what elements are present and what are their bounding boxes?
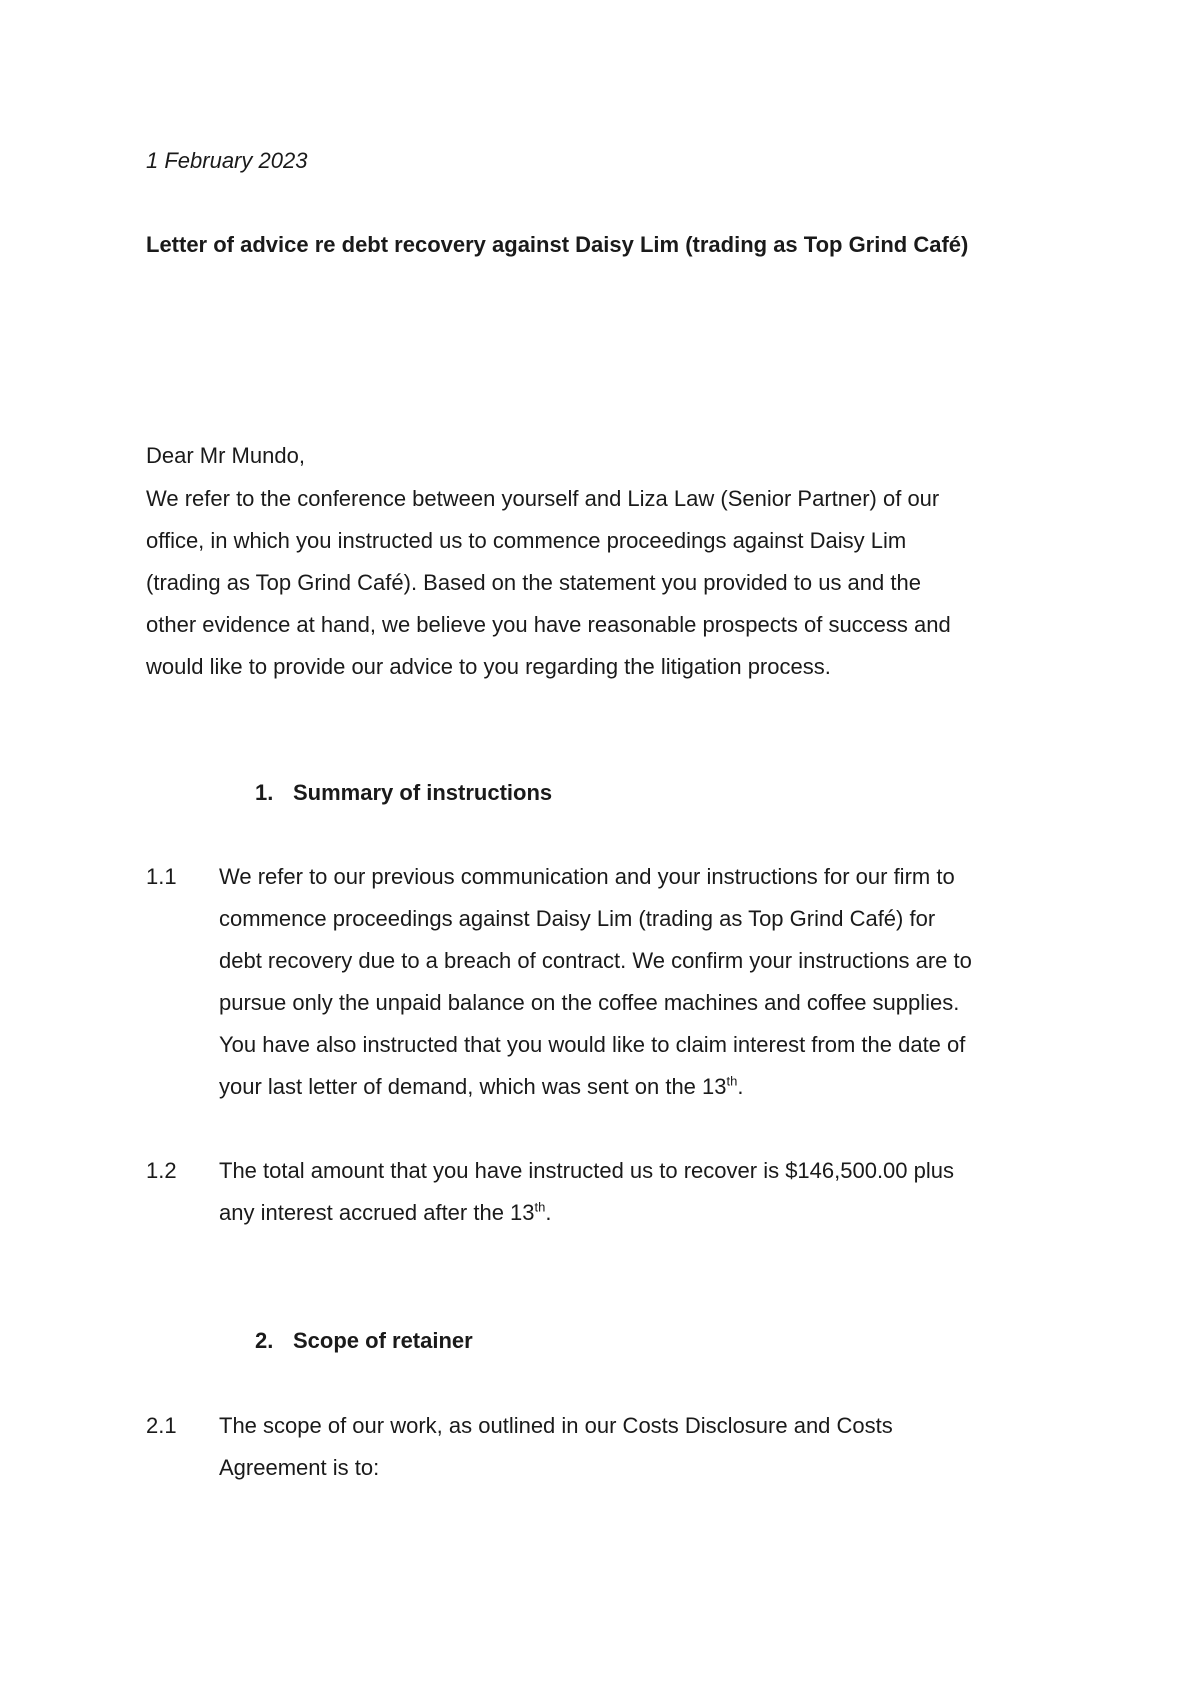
clause-line: You have also instructed that you would like to claim interest from the date of <box>219 1032 966 1057</box>
clause-line-end: . <box>737 1074 744 1099</box>
intro-line: office, in which you instructed us to commence proceedings against Daisy Lim <box>146 528 907 553</box>
clause-text <box>219 856 1069 1108</box>
clause-number: 2.1 <box>146 1413 177 1438</box>
intro-line: would like to provide our advice to you regarding the litigation process. <box>146 654 831 679</box>
intro-line: We refer to the conference between yourself and Liza Law (Senior Partner) of our <box>146 486 940 511</box>
section-number: 1. <box>255 780 274 805</box>
clause-line <box>219 1192 1069 1234</box>
ordinal-suffix: th <box>534 1199 546 1215</box>
clause-number: 1.1 <box>146 864 177 889</box>
section-title: Summary of instructions <box>293 780 553 805</box>
clause-line-text: any interest accrued after the 13 <box>219 1200 535 1225</box>
clause-line: debt recovery due to a breach of contract. We confirm your instructions are to <box>219 948 972 973</box>
clause-line: pursue only the unpaid balance on the coffee machines and coffee supplies. <box>219 990 960 1015</box>
clause-line: Agreement is to: <box>219 1455 380 1480</box>
intro-line: (trading as Top Grind Café). Based on the statement you provided to us and the <box>146 570 921 595</box>
section-number: 2. <box>255 1328 274 1353</box>
clause-line: The scope of our work, as outlined in our Costs Disclosure and Costs <box>219 1413 893 1438</box>
clause-line <box>219 1066 1069 1108</box>
clause-line-end: . <box>545 1200 552 1225</box>
clause-text <box>219 1405 1069 1489</box>
clause-line: commence proceedings against Daisy Lim (trading as Top Grind Café) for <box>219 906 936 931</box>
clause-line: We refer to our previous communication and your instructions for our firm to <box>219 864 955 889</box>
clause-line-text: your last letter of demand, which was sent on the 13 <box>219 1074 727 1099</box>
clause-number: 1.2 <box>146 1158 177 1183</box>
clause-line: The total amount that you have instructed us to recover is $146,500.00 plus <box>219 1158 955 1183</box>
letter-date: 1 February 2023 <box>146 148 308 173</box>
letter-subject: Letter of advice re debt recovery against Daisy Lim (trading as Top Grind Café) <box>146 232 969 257</box>
intro-line: other evidence at hand, we believe you have reasonable prospects of success and <box>146 612 951 637</box>
salutation: Dear Mr Mundo, <box>146 443 305 468</box>
section-2-heading <box>255 1320 473 1362</box>
clause-text <box>219 1150 1069 1234</box>
ordinal-suffix: th <box>726 1073 738 1089</box>
intro-paragraph <box>146 478 1066 688</box>
section-1-heading <box>255 772 552 814</box>
section-title: Scope of retainer <box>293 1328 473 1353</box>
